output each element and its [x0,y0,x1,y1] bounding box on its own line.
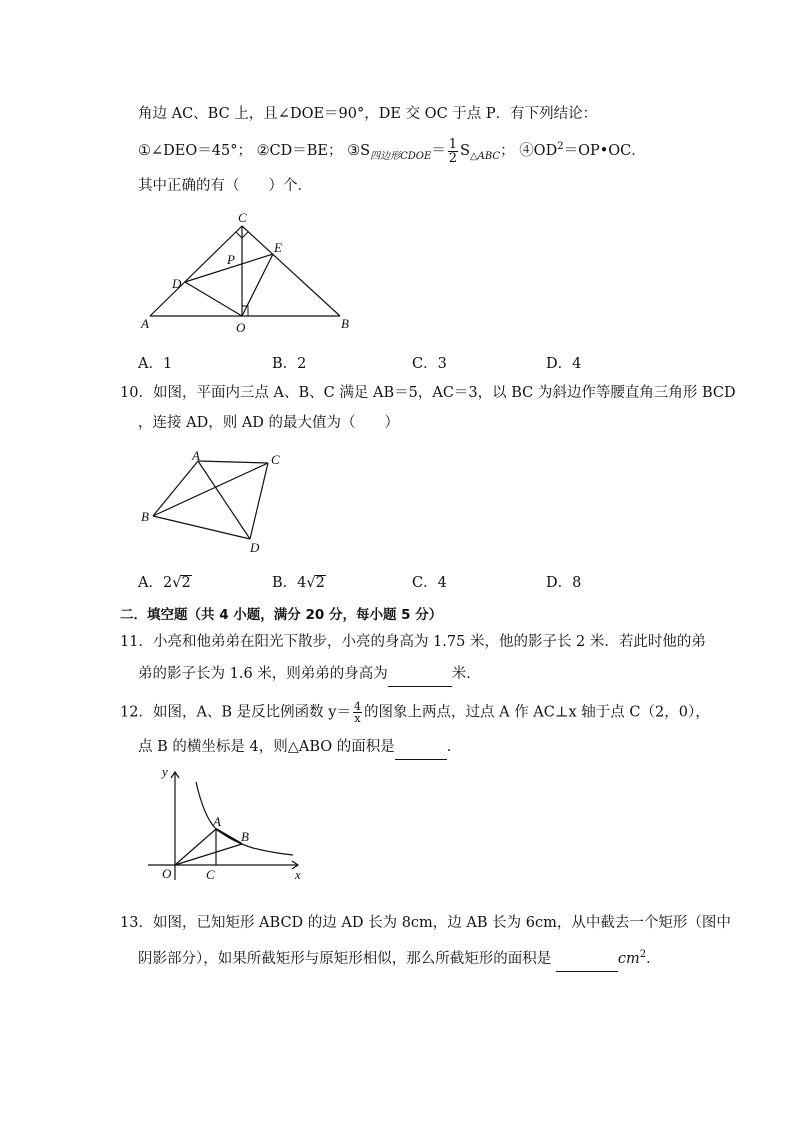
q9-option-b: B．2 [272,356,307,372]
q9-text-line3: 其中正确的有（ ）个． [138,178,312,194]
label-B: B [241,829,249,844]
q9-text-line1: 角边 AC、BC 上，且∠DOE＝90°，DE 交 OC 于点 P．有下列结论： [138,106,598,122]
q13-text-line2 [138,945,661,972]
label-E: E [274,240,282,255]
q9-conclusion-3 [347,136,501,166]
q9-option-c: C．3 [412,356,447,372]
q9-c3-fraction [448,138,458,165]
q9-figure [138,206,358,338]
label-A: A [213,814,221,829]
label-y: y [162,764,168,779]
option-b-radicand: 2 [315,575,325,591]
label-C: C [271,452,280,467]
label-O: O [236,320,246,335]
q12-text-line1 [120,701,710,724]
segment-CB [242,226,340,316]
q10-option-c: C．4 [412,575,447,591]
fraction-denominator: 2 [448,150,458,166]
q9-option-a: A．1 [138,356,173,372]
q12-line1-text: 12．如图，A、B 是反比例函数 y＝ [120,704,351,721]
option-a-coef: A．2 [138,575,173,591]
q9-separator: ； [237,143,252,159]
fraction-numerator: 4 [354,700,361,713]
hyperbola-curve [196,782,293,855]
label-B: B [341,316,349,331]
q9-c3-eq: ＝ [431,143,446,159]
answer-blank[interactable] [556,951,618,972]
label-x: x [295,867,301,882]
q9-c3-subscript: 四边形CDOE [370,151,432,162]
q12-line2-text: 点 B 的横坐标是 4，则△ABO 的面积是 [138,739,395,755]
label-A: A [141,316,149,331]
q13-unit-sup: 2 [639,949,647,960]
segment-BD [153,516,250,539]
q10-figure [138,446,298,556]
fraction-denominator: x [354,712,361,725]
label-C: C [206,867,215,882]
q10-option-d: D．8 [546,575,582,591]
q11-line2-unit: 米． [451,666,481,682]
q11-text-line2 [138,664,481,687]
segment-EO [242,254,273,316]
label-D: D [250,540,260,555]
q9-conclusion-2: ②CD＝BE [256,143,329,159]
label-P: P [227,252,235,267]
q9-conclusion-1: ①∠DEO＝45° [138,143,238,159]
q10-text-line2: ，连接 AD，则 AD 的最大值为（ ） [138,415,400,431]
q9-conclusion-4 [519,143,646,159]
label-A: A [192,448,200,463]
label-C: C [238,210,247,225]
q12-line2-end: ． [446,739,462,755]
option-b-coef: B．4 [272,575,307,591]
q9-option-d: D．4 [546,356,582,372]
segment-CD [250,463,268,539]
segment-DO [185,282,242,316]
answer-blank[interactable] [395,739,447,760]
q9-c3-s2: S [460,143,470,159]
q10-option-a [138,571,192,592]
answer-blank[interactable] [388,666,452,687]
q11-text-line1: 11．小亮和他弟弟在阳光下散步，小亮的身高为 1.75 米，他的影子长 2 米．若此时他的弟 [120,634,706,650]
q9-separator: ； [328,143,343,159]
segment-AB [153,461,198,516]
q10-text-line1: 10．如图，平面内三点 A、B、C 满足 AB＝5，AC＝3，以 BC 为斜边作等腰直角三角形 BCD [120,385,736,401]
q12-line1-rest: 的图象上两点，过点 A 作 AC⊥x 轴于点 C（2，0）， [364,704,710,721]
q11-line2-text: 弟的影子长为 1.6 米，则弟弟的身高为 [138,666,388,682]
q13-text-line1: 13．如图，已知矩形 ABCD 的边 AD 长为 8cm，边 AB 长为 6cm，从中截去一个矩形（图中 [120,915,731,931]
label-B: B [141,509,149,524]
q13-unit: cm [617,951,640,967]
option-a-radicand: 2 [181,575,191,591]
q9-c4-sup: 2 [557,141,564,152]
label-D: D [172,276,182,291]
q9-conclusions [138,137,646,167]
segment-AB [216,829,242,844]
fraction-numerator: 1 [448,136,458,152]
segment-AC [150,226,242,316]
q10-option-b [272,571,326,592]
q12-figure [138,762,308,890]
q13-line2-end: ． [646,951,661,967]
q9-c4-b: ＝OP•OC． [563,143,646,159]
q12-fraction [353,701,362,724]
section-heading: 二．填空题（共 4 小题，满分 20 分，每小题 5 分） [120,607,443,623]
q9-c4-a: ④OD [519,143,558,159]
segment-OB [175,844,242,865]
segment-BC [153,463,268,516]
segment-OA [175,829,216,865]
label-O: O [162,866,172,881]
segment-AC [198,461,268,463]
q9-c3-subscript2: △ABC [469,151,501,162]
q12-text-line2 [138,737,461,760]
q13-line2-text: 阴影部分），如果所截矩形与原矩形相似，那么所截矩形的面积是 [138,951,552,967]
q9-c3-s: ③S [347,143,371,159]
q9-separator: ； [500,143,515,159]
sqrt-symbol: √ [306,575,316,591]
segment-AD [198,461,250,539]
sqrt-symbol: √ [172,575,182,591]
